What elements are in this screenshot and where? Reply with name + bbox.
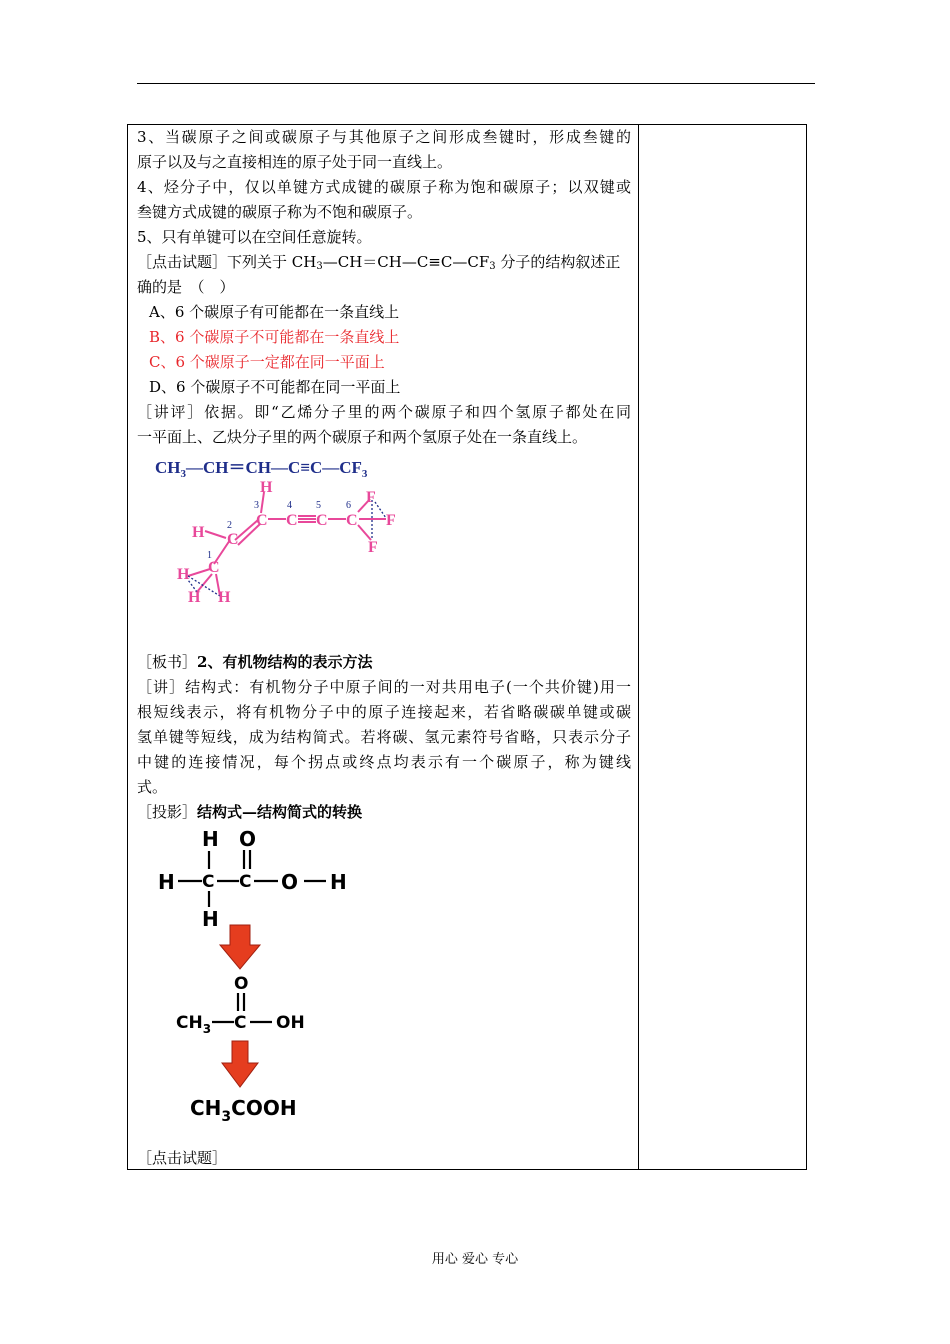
molecule-diagram: [150, 452, 410, 612]
comment-line: 一平面上、乙炔分子里的两个碳原子和两个氢原子处在一条直线上。: [137, 428, 588, 446]
structure-conversion-diagram: [150, 825, 370, 1130]
question-tag: ［点击试题］: [137, 253, 228, 271]
down-arrow: [222, 1041, 258, 1087]
atom-c: C: [286, 512, 298, 529]
comment-tag: ［讲评］: [137, 403, 205, 421]
last-question-tag: ［点击试题］: [137, 1149, 228, 1167]
down-arrow: [220, 925, 260, 969]
comment-text: 依据。即“乙烯分子里的两个碳原子和四个氢原子都处在同: [204, 403, 631, 421]
board-tag: ［板书］: [137, 653, 198, 671]
lecture-line: [137, 677, 631, 697]
formula-text: $CH_3—CH=CH—C\equiv C—CF_3$: [155, 458, 368, 480]
atom-f: F: [386, 512, 396, 529]
atom-h: H: [202, 827, 219, 851]
atom-h: H: [188, 589, 201, 606]
atom-c: C: [316, 512, 328, 529]
lecture-line: 式。: [137, 778, 168, 796]
option-c: C、6 个碳原子一定都在同一平面上: [149, 353, 385, 371]
atom-o: O: [239, 827, 257, 851]
mid-ch: $CH_3$: [176, 1013, 212, 1036]
carbon-number: 5: [316, 500, 321, 511]
option-b: B、6 个碳原子不可能都在一条直线上: [149, 328, 400, 346]
board-text: 2、有机物结构的表示方法: [197, 653, 373, 671]
atom-c: C: [208, 559, 220, 576]
atom-h: H: [330, 870, 347, 894]
atom-f: F: [366, 489, 376, 506]
lecture-text: 结构式：有机物分子中原子间的一对共用电子(一个共价键)用一: [185, 678, 631, 696]
atom-h: H: [218, 589, 231, 606]
mid-oh: OH: [276, 1013, 305, 1033]
page-footer: 用心 爱心 专心: [431, 1252, 519, 1267]
carbon-number: 6: [346, 500, 351, 511]
atom-c: C: [256, 512, 268, 529]
atom-h: H: [192, 524, 205, 541]
lecture-line: 氢单键等短线，成为结构简式。若将碳、氢元素符号省略，只表示分子: [137, 728, 631, 746]
atom-h: H: [158, 870, 175, 894]
subscript: 3: [489, 261, 496, 272]
question-text: 下列关于 CH: [227, 253, 317, 271]
table-column-divider: [638, 124, 639, 1170]
option-a: A、6 个碳原子有可能都在一条直线上: [149, 303, 400, 321]
board-line: [137, 652, 372, 672]
atom-f: F: [368, 539, 378, 556]
atom-c: C: [227, 531, 239, 548]
question-line: 确的是 （ ）: [137, 278, 235, 296]
atom-c: C: [346, 512, 358, 529]
text-line: 3、当碳原子之间或碳原子与其他原子之间形成叁键时，形成叁键的: [137, 128, 631, 146]
atom-o: O: [281, 870, 299, 894]
carbon-number: 3: [254, 500, 259, 511]
projection-line: [137, 802, 362, 822]
atom-h: H: [260, 479, 273, 496]
atom-h: H: [177, 566, 190, 583]
question-text: —CH＝CH—C≡C—CF: [322, 253, 490, 271]
option-d: D、6 个碳原子不可能都在同一平面上: [149, 378, 401, 396]
atom-o: O: [234, 974, 249, 994]
question-text: 分子的结构叙述正: [495, 253, 621, 271]
atom-c: C: [239, 872, 252, 892]
projection-text: 结构式—结构简式的转换: [197, 803, 363, 821]
lecture-line: 根短线表示，将有机物分子中的原子连接起来，若省略碳碳单键或碳: [137, 703, 631, 721]
lecture-line: 中键的连接情况，每个拐点或终点均表示有一个碳原子，称为键线: [137, 753, 631, 771]
question-line: [137, 252, 620, 277]
header-rule: [137, 83, 815, 84]
lecture-tag: ［讲］: [137, 678, 186, 696]
text-line: 5、只有单键可以在空间任意旋转。: [137, 228, 372, 246]
atom-h: H: [202, 907, 219, 931]
projection-tag: ［投影］: [137, 803, 198, 821]
text-line: 4、烃分子中，仅以单键方式成键的碳原子称为饱和碳原子；以双键或: [137, 178, 631, 196]
subscript: 3: [316, 261, 323, 272]
carbon-number: 2: [227, 520, 232, 531]
atom-c: C: [202, 872, 215, 892]
comment-line: [137, 402, 631, 422]
carbon-number: 1: [207, 550, 212, 561]
final-formula: $CH_3COOH$: [190, 1096, 297, 1125]
text-line: 叁键方式成键的碳原子称为不饱和碳原子。: [137, 203, 423, 221]
text-line: 原子以及与之直接相连的原子处于同一直线上。: [137, 153, 453, 171]
carbon-number: 4: [287, 500, 292, 511]
atom-c: C: [234, 1013, 247, 1033]
